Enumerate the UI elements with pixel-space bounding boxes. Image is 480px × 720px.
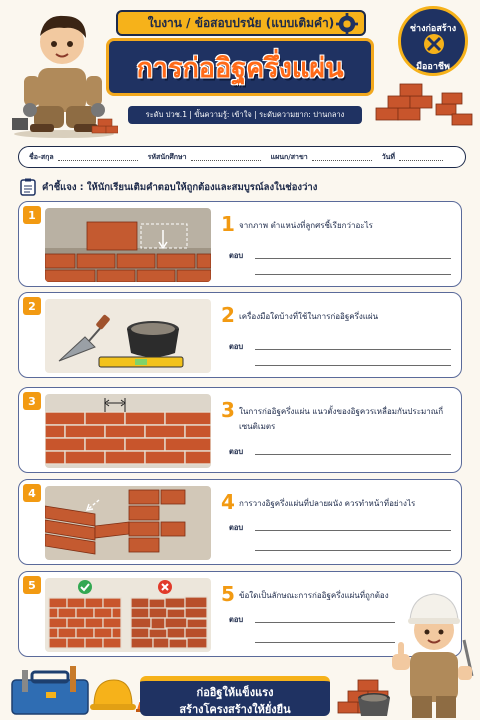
title-box: [106, 38, 374, 96]
footer-slogan: [140, 676, 330, 716]
worker-thumbs-up-illustration: [388, 580, 478, 720]
correct-vs-incorrect-wall-picture: [45, 578, 211, 652]
answer-line[interactable]: [255, 365, 451, 366]
answer-line[interactable]: [255, 349, 451, 350]
question-number-tag: 4: [23, 484, 41, 502]
name-label: ชื่อ-สกุล: [29, 152, 54, 161]
answer-label: ตอบ: [229, 342, 244, 351]
brick-pile-illustration: [374, 76, 474, 128]
page-title: การก่ออิฐครึ่งแผ่น: [136, 52, 344, 84]
question-text: จากภาพ ตำแหน่งที่ลูกศรชี้เรียกว่าอะไร: [239, 221, 373, 230]
hard-hat-icon: [90, 676, 136, 712]
question-text: การวางอิฐครึ่งแผ่นที่ปลายผนัง ควรทำหน้าที่อย่างไร: [239, 499, 416, 508]
question-number-tag: 5: [23, 576, 41, 594]
answer-label: ตอบ: [229, 447, 244, 456]
question-text: เครื่องมือใดบ้างที่ใช้ในการก่ออิฐครึ่งแผ่น: [239, 312, 379, 321]
trowel-mortar-level-tools-picture: [45, 299, 211, 373]
brick-wall-mortar-joint-picture: [45, 208, 211, 282]
slogan-line-2: สร้างโครงสร้างให้ยั่งยืน: [179, 703, 291, 716]
level-info-strip: ระดับ ปวช.1 | ขั้นความรู้: เข้าใจ | ระดับความยาก: ปานกลาง: [128, 106, 362, 124]
answer-line[interactable]: [255, 454, 451, 455]
answer-line[interactable]: [255, 642, 395, 643]
badge-bottom-text: มืออาชีพ: [416, 62, 450, 72]
name-field[interactable]: [58, 153, 138, 161]
answer-line[interactable]: [255, 550, 451, 551]
badge-top-text: ช่างก่อสร้าง: [409, 24, 457, 34]
toolbox-illustration: [8, 662, 96, 716]
question-card-3: [18, 387, 462, 473]
question-card-2: [18, 292, 462, 378]
running-bond-wall-overlap-picture: [45, 394, 211, 468]
question-number: 1: [221, 212, 235, 236]
question-number: 5: [221, 582, 235, 606]
student-id-field[interactable]: [191, 153, 261, 161]
worksheet-type-banner: ใบงาน / ข้อสอบปรนัย (แบบเติมคำ): [116, 10, 366, 36]
clipboard-icon: [20, 178, 36, 196]
answer-line[interactable]: [255, 530, 451, 531]
answer-label: ตอบ: [229, 615, 244, 624]
mortar-bucket-icon: [356, 692, 392, 718]
question-number: 3: [221, 398, 235, 422]
instructions-text: คำชี้แจง : ให้นักเรียนเติมคำตอบให้ถูกต้องและสมบูรณ์ลงในช่องว่าง: [42, 181, 318, 193]
question-text: ในการก่ออิฐครึ่งแผ่น แนวตั้งของอิฐควรเหลื่อมกันประมาณกี่เซนติเมตร: [239, 407, 444, 431]
question-text: ข้อใดเป็นลักษณะการก่ออิฐครึ่งแผ่นที่ถูกต้อง: [239, 591, 389, 600]
answer-line[interactable]: [255, 258, 451, 259]
question-number-tag: 1: [23, 206, 41, 224]
question-number: 2: [221, 303, 235, 327]
answer-label: ตอบ: [229, 251, 244, 260]
question-number: 4: [221, 490, 235, 514]
question-card-4: [18, 479, 462, 565]
answer-line[interactable]: [255, 622, 395, 623]
date-field[interactable]: [399, 153, 443, 161]
question-card-1: [18, 201, 462, 287]
department-label: แผนก/สาขา: [270, 152, 308, 161]
worker-mascot-illustration: [8, 6, 118, 138]
wall-end-corner-picture: [45, 486, 211, 560]
instructions: [20, 178, 317, 196]
professional-badge: [398, 6, 468, 76]
date-label: วันที่: [381, 152, 396, 161]
question-number-tag: 2: [23, 297, 41, 315]
slogan-line-1: ก่ออิฐให้แข็งแรง: [196, 686, 274, 699]
wrench-screwdriver-icon: [423, 33, 445, 55]
answer-label: ตอบ: [229, 523, 244, 532]
question-number-tag: 3: [23, 392, 41, 410]
student-info-fields: [18, 146, 466, 168]
gear-icon: [336, 13, 358, 35]
student-id-label: รหัสนักศึกษา: [147, 152, 187, 161]
department-field[interactable]: [312, 153, 372, 161]
answer-line[interactable]: [255, 274, 451, 275]
